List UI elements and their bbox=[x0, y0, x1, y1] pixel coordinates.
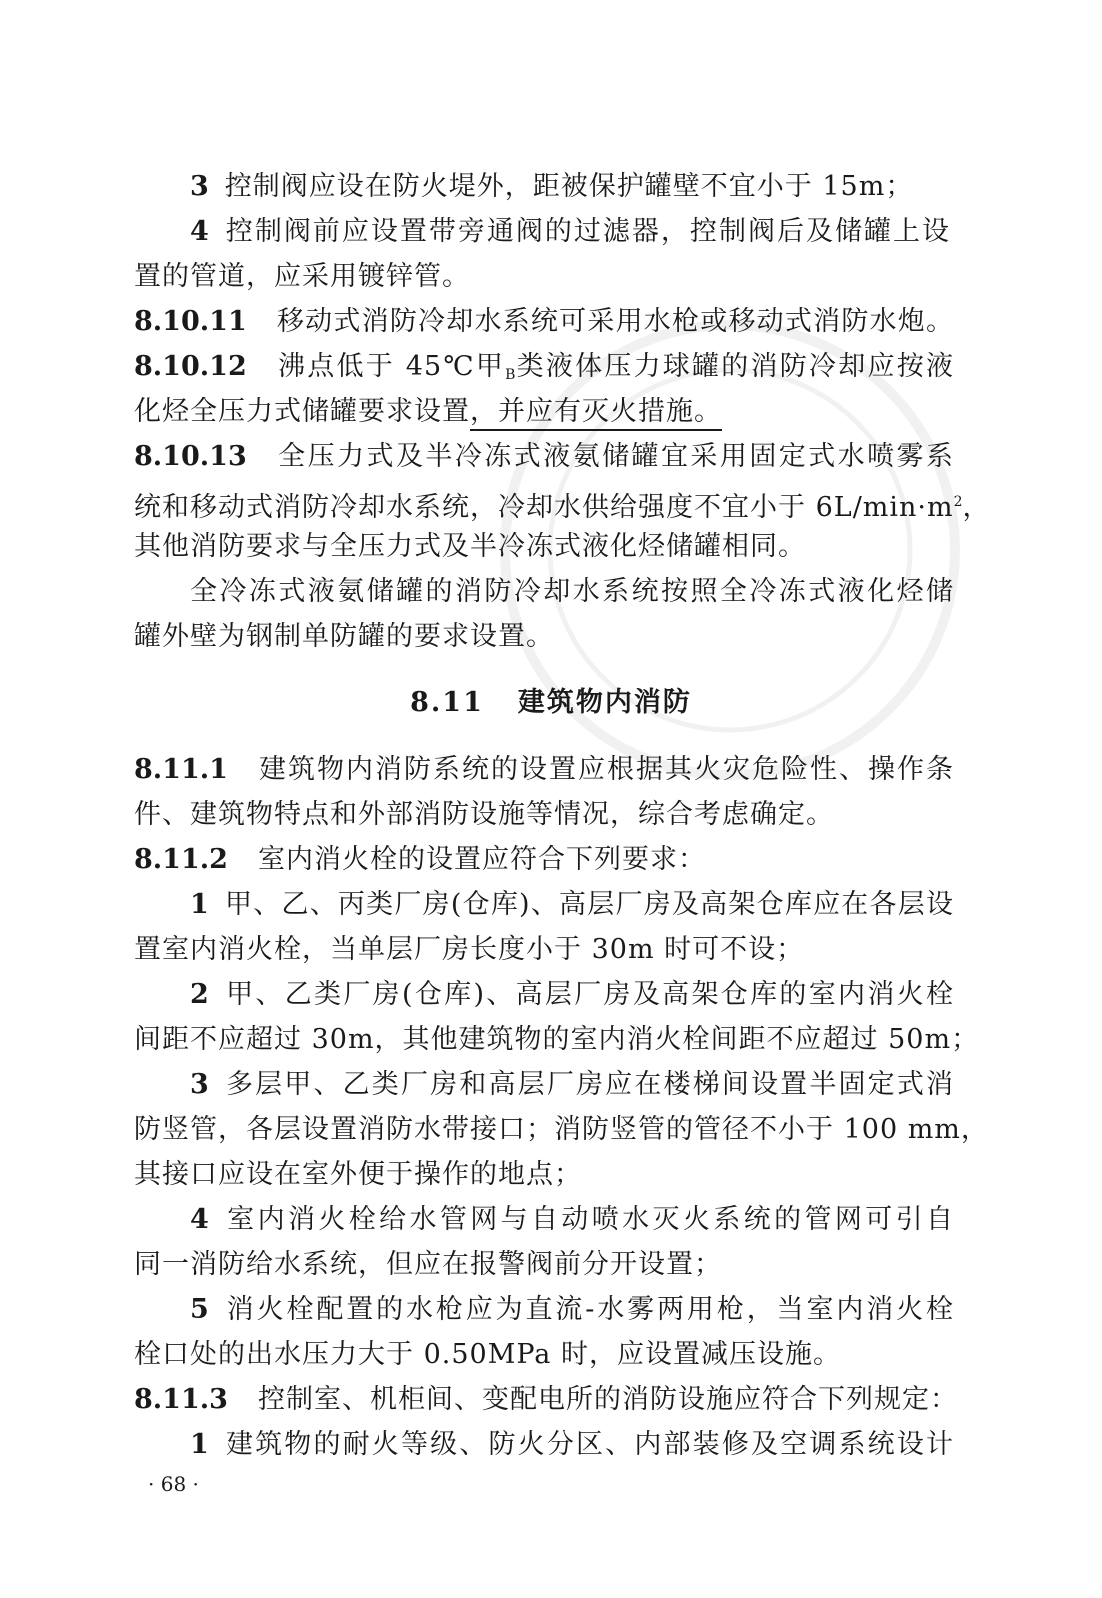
clause-continuation bbox=[134, 257, 954, 297]
item-text: 间距不应超过 30m，其他建筑物的室内消火栓间距不应超过 50m； bbox=[134, 1024, 980, 1055]
paragraph-text: 全冷冻式液氨储罐的消防冷却水系统按照全冷冻式液化烃储 bbox=[190, 576, 954, 607]
item-text: 置的管道，应采用镀锌管。 bbox=[134, 261, 470, 292]
item-number: 4 bbox=[190, 1204, 209, 1235]
item-number: 3 bbox=[190, 171, 209, 202]
superscript-2: 2 bbox=[953, 494, 963, 510]
clause-continuation bbox=[134, 392, 954, 432]
clause-continuation bbox=[134, 1110, 989, 1150]
clause-8-11-1 bbox=[134, 750, 954, 790]
clause-item-3 bbox=[190, 1065, 954, 1105]
section-number: 8.11 bbox=[410, 687, 484, 718]
clause-8-11-2 bbox=[134, 840, 954, 880]
clause-number: 8.11.3 bbox=[134, 1384, 228, 1415]
clause-item-2 bbox=[190, 975, 954, 1015]
paragraph-continuation bbox=[134, 617, 954, 657]
item-text: 室内消火栓给水管网与自动喷水灭火系统的管网可引自 bbox=[224, 1204, 954, 1235]
item-text: 消火栓配置的水枪应为直流-水雾两用枪，当室内消火栓 bbox=[224, 1294, 954, 1325]
item-text: 甲、乙、丙类厂房(仓库)、高层厂房及高架仓库应在各层设 bbox=[224, 889, 954, 920]
clause-number: 8.10.13 bbox=[134, 441, 247, 472]
item-text: 栓口处的出水压力大于 0.50MPa 时，应设置减压设施。 bbox=[134, 1339, 841, 1370]
clause-item-4 bbox=[190, 1200, 954, 1240]
page-number: · 68 · bbox=[148, 1472, 199, 1496]
item-text: 多层甲、乙类厂房和高层厂房应在楼梯间设置半固定式消 bbox=[224, 1069, 954, 1100]
item-number: 1 bbox=[190, 1429, 209, 1460]
clause-text: 统和移动式消防冷却水系统，冷却水供给强度不宜小于 6L/min·m bbox=[134, 492, 954, 523]
clause-continuation bbox=[134, 482, 991, 528]
paragraph-text: 罐外壁为钢制单防罐的要求设置。 bbox=[134, 621, 554, 652]
clause-text: 移动式消防冷却水系统可采用水枪或移动式消防水炮。 bbox=[276, 306, 954, 337]
section-title: 建筑物内消防 bbox=[517, 687, 692, 718]
clause-text: 建筑物内消防系统的设置应根据其火灾危险性、操作条 bbox=[257, 754, 954, 785]
clause-continuation bbox=[134, 1020, 980, 1060]
clause-8-11-3 bbox=[134, 1380, 958, 1420]
clause-text: 类液体压力球罐的消防冷却应按液 bbox=[515, 351, 954, 382]
clause-continuation bbox=[134, 527, 954, 567]
clause-item-3 bbox=[190, 167, 1010, 207]
item-text: 建筑物的耐火等级、防火分区、内部装修及空调系统设计 bbox=[224, 1429, 954, 1460]
clause-item-4 bbox=[190, 212, 950, 252]
clause-continuation bbox=[134, 1335, 954, 1375]
clause-number: 8.10.11 bbox=[134, 306, 247, 337]
item-number: 4 bbox=[190, 216, 209, 247]
item-number: 2 bbox=[190, 979, 209, 1010]
clause-8-10-12 bbox=[134, 347, 954, 395]
clause-number: 8.11.2 bbox=[134, 844, 228, 875]
clause-8-10-13 bbox=[134, 437, 954, 477]
clause-text: 室内消火栓的设置应符合下列要求： bbox=[257, 844, 706, 875]
clause-text: 全压力式及半冷冻式液氨储罐宜采用固定式水喷雾系 bbox=[276, 441, 954, 472]
item-text: 同一消防给水系统，但应在报警阀前分开设置； bbox=[134, 1249, 722, 1280]
paragraph bbox=[190, 572, 954, 612]
clause-text: 沸点低于 45℃甲 bbox=[276, 351, 506, 382]
clause-item-5 bbox=[190, 1290, 954, 1330]
item-number: 1 bbox=[190, 889, 209, 920]
clause-text: 其他消防要求与全压力式及半冷冻式液化烃储罐相同。 bbox=[134, 531, 806, 562]
clause-continuation bbox=[134, 930, 954, 970]
clause-8-10-11 bbox=[134, 302, 954, 342]
clause-text: 化烃全压力式储罐要求设置 bbox=[134, 396, 470, 427]
clause-text: 件、建筑物特点和外部消防设施等情况，综合考虑确定。 bbox=[134, 799, 834, 830]
clause-continuation bbox=[134, 1155, 954, 1195]
clause-text: ， bbox=[962, 492, 991, 523]
section-heading bbox=[0, 683, 1102, 723]
clause-text: 控制室、机柜间、变配电所的消防设施应符合下列规定： bbox=[257, 1384, 958, 1415]
subscript-b: B bbox=[505, 367, 516, 383]
item-number: 5 bbox=[190, 1294, 209, 1325]
item-text: 防竖管，各层设置消防水带接口；消防竖管的管径不小于 100 mm， bbox=[134, 1114, 989, 1145]
item-text: 其接口应设在室外便于操作的地点； bbox=[134, 1159, 582, 1190]
item-text: 置室内消火栓，当单层厂房长度小于 30m 时可不设； bbox=[134, 934, 805, 965]
clause-number: 8.11.1 bbox=[134, 754, 228, 785]
item-text: 甲、乙类厂房(仓库)、高层厂房及高架仓库的室内消火栓 bbox=[224, 979, 954, 1010]
clause-number: 8.10.12 bbox=[134, 351, 247, 382]
clause-continuation bbox=[134, 795, 954, 835]
item-text: 控制阀应设在防火堤外，距被保护罐壁不宜小于 15m； bbox=[224, 171, 914, 202]
clause-item-1 bbox=[190, 1425, 954, 1465]
underlined-revision-text: ，并应有灭火措施。 bbox=[470, 396, 722, 431]
item-number: 3 bbox=[190, 1069, 209, 1100]
clause-continuation bbox=[134, 1245, 954, 1285]
item-text: 控制阀前应设置带旁通阀的过滤器，控制阀后及储罐上设 bbox=[224, 216, 950, 247]
clause-item-1 bbox=[190, 885, 954, 925]
